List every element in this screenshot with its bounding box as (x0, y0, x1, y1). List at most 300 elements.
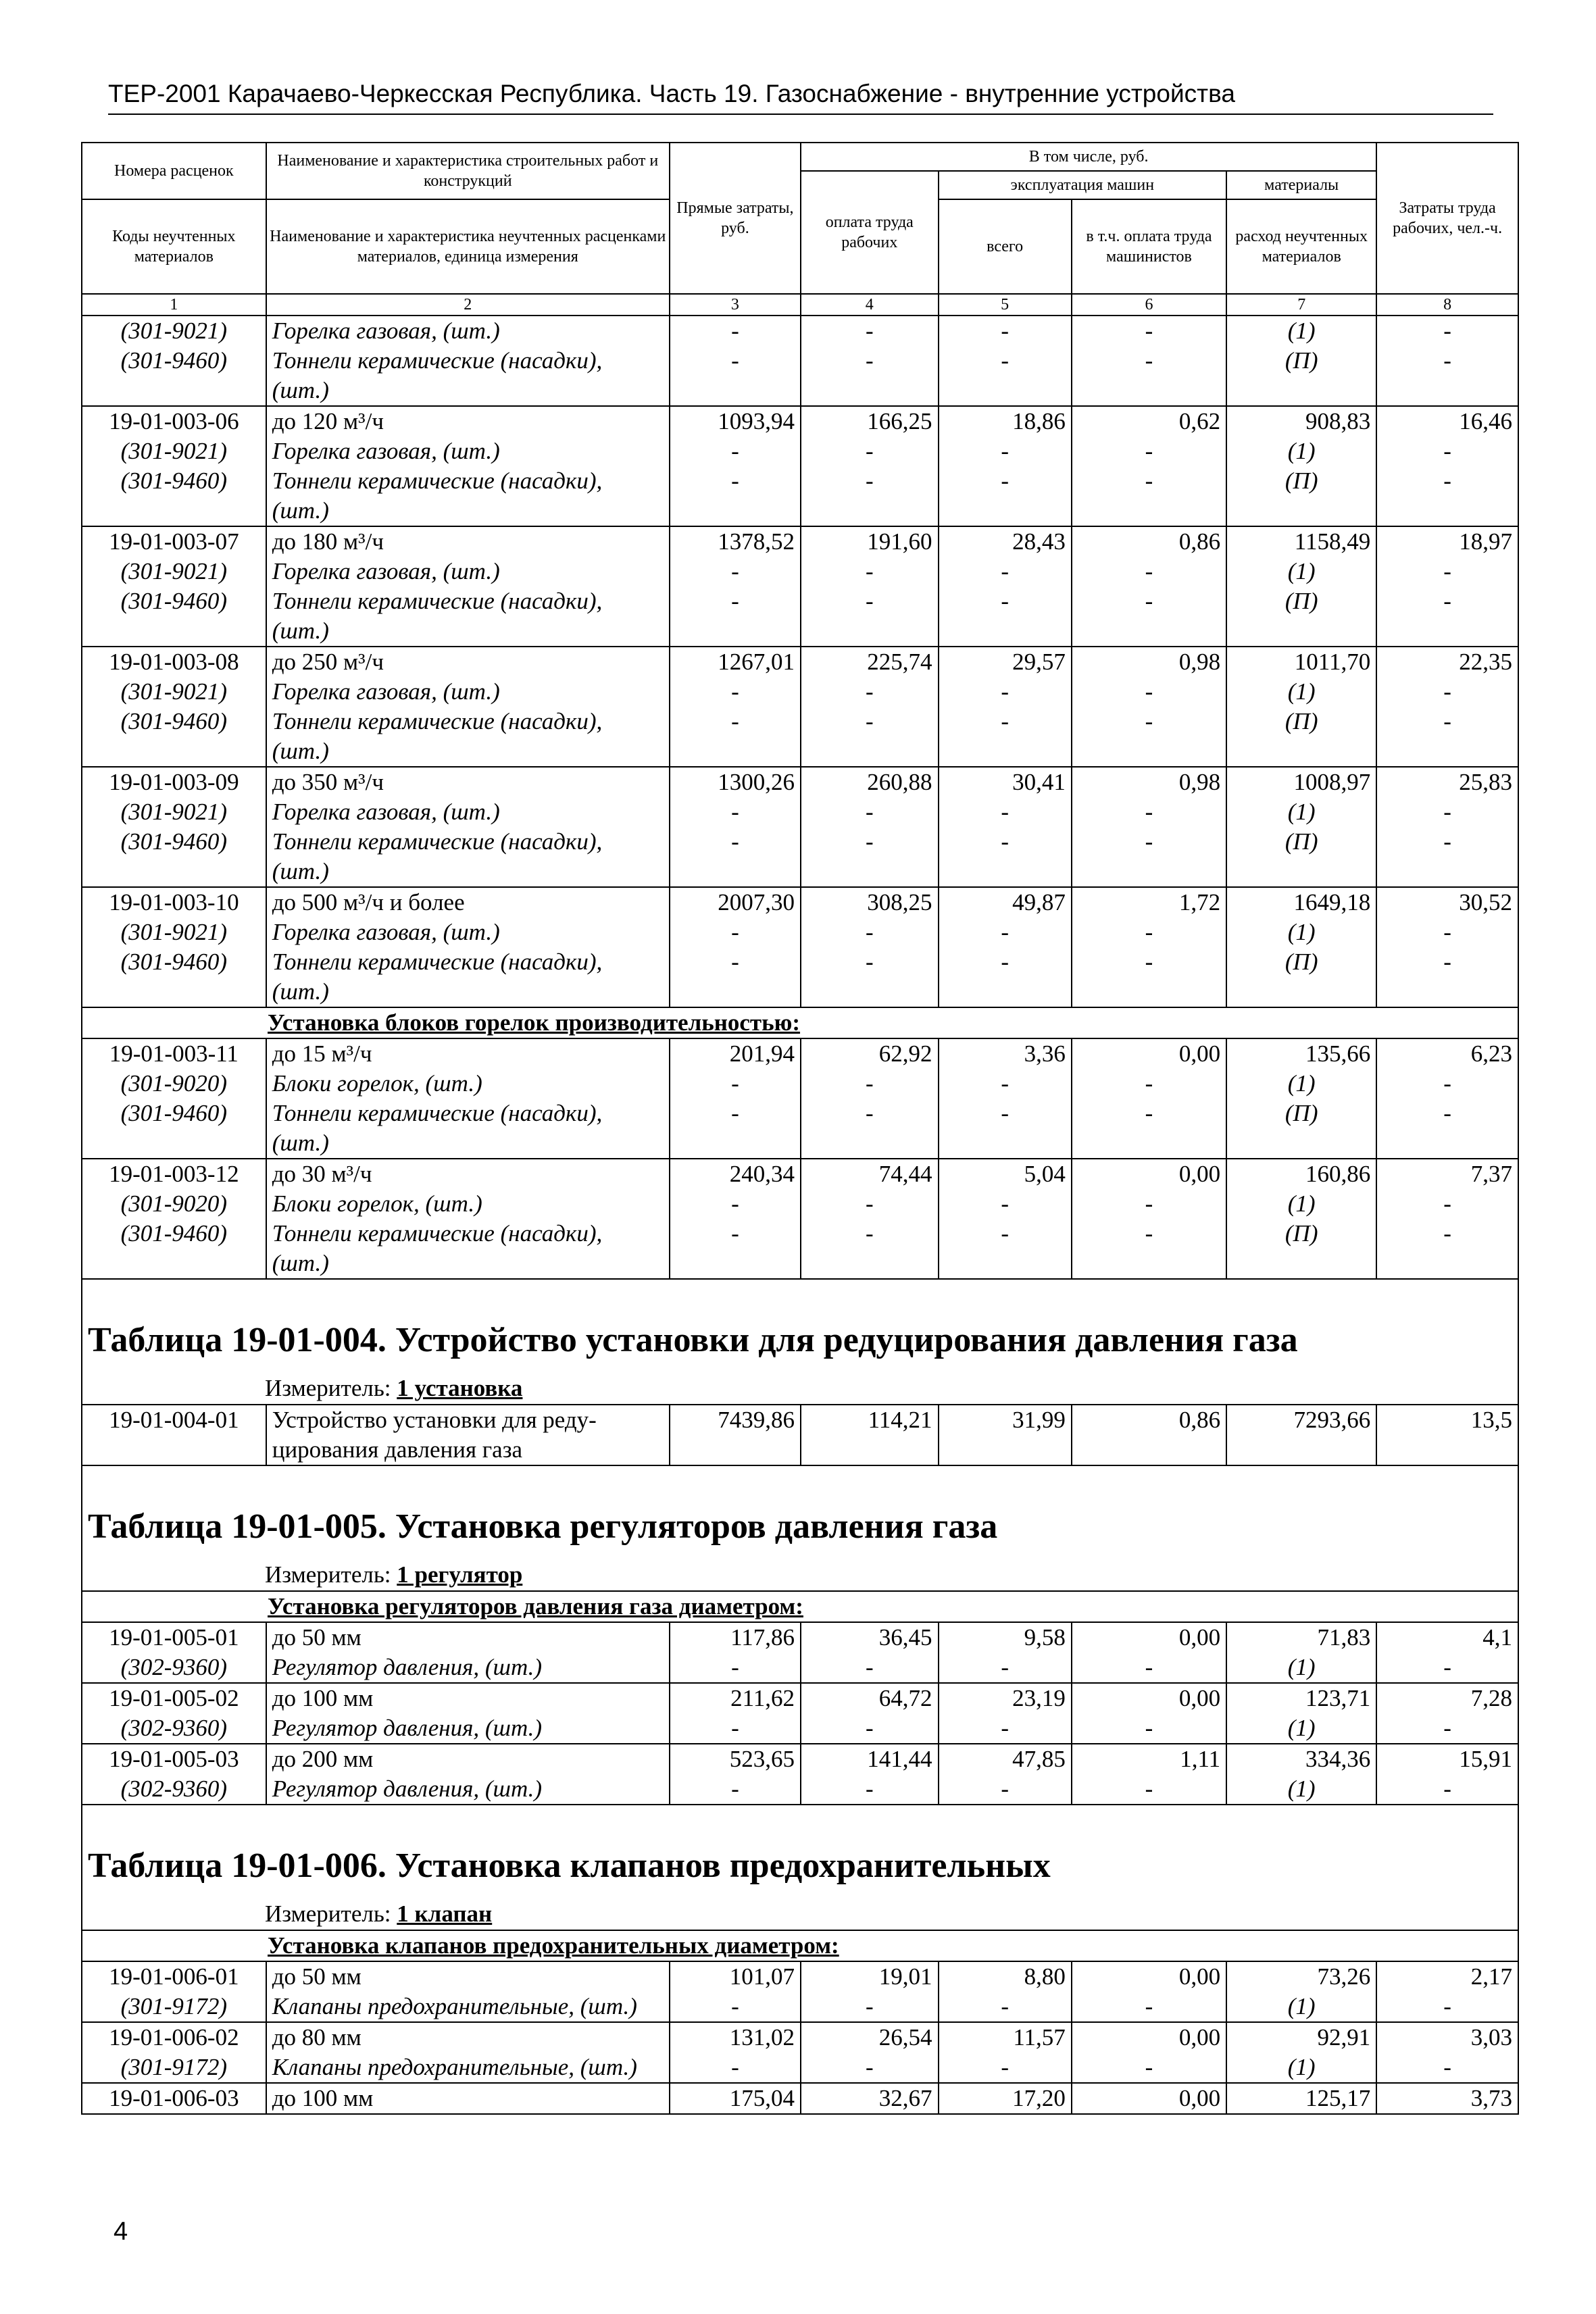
measure-label: Измеритель: (265, 1375, 397, 1401)
material-code: (301-9021) (82, 677, 266, 707)
table-title: Таблица 19-01-004. Устройство установки для редуцирования давления газа (82, 1279, 1518, 1373)
value-cell: 47,85 (939, 1744, 1072, 1774)
rate-row (82, 1961, 1518, 1992)
value-cell: 8,80 (939, 1961, 1072, 1992)
value-cell: 166,25 (801, 406, 939, 436)
value-cell: 0,98 (1072, 647, 1226, 677)
rate-name: до 180 м³/ч (266, 526, 670, 557)
value-cell: - (801, 346, 939, 406)
material-code: (302-9360) (82, 1653, 266, 1683)
rate-code: 19-01-004-01 (82, 1405, 266, 1465)
rate-row (82, 526, 1518, 557)
material-row (82, 346, 1518, 406)
value-cell: - (1376, 586, 1518, 647)
value-cell: 191,60 (801, 526, 939, 557)
value-cell: (1) (1226, 436, 1376, 466)
value-cell: - (1072, 1713, 1226, 1744)
material-row (82, 1219, 1518, 1279)
header-labor-pay: оплата труда рабочих (801, 171, 939, 294)
value-cell: - (939, 436, 1072, 466)
rate-code: 19-01-005-02 (82, 1683, 266, 1713)
value-cell: 131,02 (670, 2022, 801, 2053)
value-cell: - (801, 797, 939, 827)
value-cell: 30,41 (939, 767, 1072, 797)
value-cell: (1) (1226, 1653, 1376, 1683)
material-code: (301-9460) (82, 1219, 266, 1279)
rate-name: до 80 мм (266, 2022, 670, 2053)
material-code: (302-9360) (82, 1713, 266, 1744)
value-cell: - (801, 1189, 939, 1219)
value-cell: - (670, 947, 801, 1007)
value-cell: 1378,52 (670, 526, 801, 557)
material-code: (301-9021) (82, 316, 266, 346)
value-cell: - (1376, 466, 1518, 526)
header-machine-operation: эксплуатация машин (939, 171, 1227, 199)
rate-name: до 500 м³/ч и более (266, 887, 670, 917)
material-name: Горелка газовая, (шт.) (266, 917, 670, 947)
value-cell: - (1072, 677, 1226, 707)
value-cell: 1,72 (1072, 887, 1226, 917)
value-cell: 25,83 (1376, 767, 1518, 797)
value-cell: 71,83 (1226, 1622, 1376, 1653)
measure-row (82, 1373, 1518, 1405)
value-cell: - (801, 1713, 939, 1744)
value-cell: - (939, 917, 1072, 947)
rate-row (82, 1622, 1518, 1653)
value-cell: 160,86 (1226, 1159, 1376, 1189)
value-cell: - (801, 436, 939, 466)
value-cell: 74,44 (801, 1159, 939, 1189)
material-code: (301-9021) (82, 436, 266, 466)
column-number-row (82, 294, 1518, 316)
value-cell: - (1072, 1774, 1226, 1805)
value-cell: - (670, 917, 801, 947)
value-cell: 101,07 (670, 1961, 801, 1992)
value-cell: - (1072, 316, 1226, 346)
group-heading-row (82, 1930, 1518, 1961)
value-cell: 19,01 (801, 1961, 939, 1992)
material-name: Тоннели керамические (насадки), (шт.) (266, 1099, 670, 1159)
value-cell: - (1072, 586, 1226, 647)
value-cell: (1) (1226, 677, 1376, 707)
value-cell: 28,43 (939, 526, 1072, 557)
material-name: Горелка газовая, (шт.) (266, 436, 670, 466)
material-row (82, 707, 1518, 767)
value-cell: (1) (1226, 1069, 1376, 1099)
value-cell: - (670, 827, 801, 887)
value-cell: - (939, 1069, 1072, 1099)
value-cell: 0,00 (1072, 1622, 1226, 1653)
value-cell: - (670, 1069, 801, 1099)
material-row (82, 1713, 1518, 1744)
header-direct-costs: Прямые затраты, руб. (670, 143, 801, 294)
value-cell: - (1072, 947, 1226, 1007)
value-cell: (1) (1226, 2053, 1376, 2083)
value-cell: 0,86 (1072, 526, 1226, 557)
group-heading: Установка блоков горелок производительностью: (82, 1007, 1518, 1038)
value-cell: - (670, 1219, 801, 1279)
value-cell: - (1072, 1099, 1226, 1159)
value-cell: - (939, 797, 1072, 827)
value-cell: 1158,49 (1226, 526, 1376, 557)
value-cell: (П) (1226, 827, 1376, 887)
value-cell: (П) (1226, 707, 1376, 767)
rate-name: до 100 мм (266, 1683, 670, 1713)
value-cell: - (801, 466, 939, 526)
material-code: (301-9460) (82, 466, 266, 526)
group-heading: Установка регуляторов давления газа диаметром: (82, 1591, 1518, 1622)
column-number: 5 (939, 294, 1072, 316)
header-labor-cost: Затраты труда рабочих, чел.-ч. (1376, 143, 1518, 294)
value-cell: - (670, 797, 801, 827)
value-cell: - (1376, 2053, 1518, 2083)
material-row (82, 1653, 1518, 1683)
table-title-row (82, 1805, 1518, 1898)
measure-row (82, 1898, 1518, 1930)
value-cell: - (1376, 316, 1518, 346)
column-number: 6 (1072, 294, 1226, 316)
value-cell: (1) (1226, 917, 1376, 947)
value-cell: - (670, 1992, 801, 2022)
value-cell: - (1376, 827, 1518, 887)
value-cell: (1) (1226, 316, 1376, 346)
value-cell: 73,26 (1226, 1961, 1376, 1992)
rate-name: до 50 мм (266, 1622, 670, 1653)
material-row (82, 436, 1518, 466)
material-row (82, 316, 1518, 346)
rate-code: 19-01-006-01 (82, 1961, 266, 1992)
rate-name: до 50 мм (266, 1961, 670, 1992)
rate-row (82, 2022, 1518, 2053)
value-cell: 49,87 (939, 887, 1072, 917)
material-name: Тоннели керамические (насадки), (шт.) (266, 586, 670, 647)
value-cell: 5,04 (939, 1159, 1072, 1189)
value-cell: - (801, 677, 939, 707)
value-cell: - (801, 917, 939, 947)
value-cell: - (1376, 557, 1518, 586)
material-name: Горелка газовая, (шт.) (266, 797, 670, 827)
value-cell: - (1376, 1189, 1518, 1219)
rate-code: 19-01-005-01 (82, 1622, 266, 1653)
value-cell: - (1376, 1653, 1518, 1683)
column-number: 2 (266, 294, 670, 316)
measure-value: 1 регулятор (397, 1561, 523, 1588)
value-cell: - (1072, 436, 1226, 466)
value-cell: - (801, 1099, 939, 1159)
value-cell: (П) (1226, 466, 1376, 526)
value-cell: - (670, 557, 801, 586)
value-cell: 15,91 (1376, 1744, 1518, 1774)
value-cell: - (801, 1992, 939, 2022)
value-cell: - (801, 316, 939, 346)
value-cell: - (1376, 1713, 1518, 1744)
value-cell: 141,44 (801, 1744, 939, 1774)
material-row (82, 1069, 1518, 1099)
value-cell: - (670, 586, 801, 647)
material-name: Тоннели керамические (насадки), (шт.) (266, 707, 670, 767)
value-cell: - (1072, 1189, 1226, 1219)
value-cell: 0,98 (1072, 767, 1226, 797)
value-cell: 1008,97 (1226, 767, 1376, 797)
material-code: (301-9460) (82, 707, 266, 767)
value-cell: 334,36 (1226, 1744, 1376, 1774)
value-cell: - (939, 707, 1072, 767)
value-cell: (П) (1226, 586, 1376, 647)
rate-row (82, 1405, 1518, 1465)
rate-code: 19-01-003-12 (82, 1159, 266, 1189)
value-cell: 211,62 (670, 1683, 801, 1713)
value-cell: - (670, 1653, 801, 1683)
rate-code: 19-01-006-02 (82, 2022, 266, 2053)
column-number: 3 (670, 294, 801, 316)
value-cell: 13,5 (1376, 1405, 1518, 1465)
value-cell: - (670, 677, 801, 707)
value-cell: 135,66 (1226, 1038, 1376, 1069)
material-row (82, 677, 1518, 707)
value-cell: 1267,01 (670, 647, 801, 677)
value-cell: 175,04 (670, 2083, 801, 2114)
value-cell: 64,72 (801, 1683, 939, 1713)
material-row (82, 947, 1518, 1007)
value-cell: - (1072, 707, 1226, 767)
rate-row (82, 1683, 1518, 1713)
value-cell: - (801, 1774, 939, 1805)
value-cell: 117,86 (670, 1622, 801, 1653)
measure-row (82, 1559, 1518, 1591)
value-cell: 908,83 (1226, 406, 1376, 436)
value-cell: 0,00 (1072, 2022, 1226, 2053)
value-cell: - (801, 586, 939, 647)
table-title-row (82, 1465, 1518, 1559)
value-cell: - (939, 1219, 1072, 1279)
value-cell: - (939, 316, 1072, 346)
value-cell: 17,20 (939, 2083, 1072, 2114)
value-cell: (1) (1226, 1774, 1376, 1805)
header-material-usage: расход неучтенных материалов (1226, 199, 1376, 294)
value-cell: (П) (1226, 346, 1376, 406)
header-material-codes: Коды неучтенных материалов (82, 199, 266, 294)
value-cell: 36,45 (801, 1622, 939, 1653)
value-cell: (1) (1226, 1992, 1376, 2022)
material-name: Блоки горелок, (шт.) (266, 1189, 670, 1219)
value-cell: - (670, 2053, 801, 2083)
rate-code: 19-01-006-03 (82, 2083, 266, 2114)
value-cell: - (1072, 797, 1226, 827)
value-cell: - (801, 1219, 939, 1279)
value-cell: 22,35 (1376, 647, 1518, 677)
rate-row (82, 887, 1518, 917)
value-cell: 523,65 (670, 1744, 801, 1774)
rate-code: 19-01-003-11 (82, 1038, 266, 1069)
measure-label: Измеритель: (265, 1901, 397, 1927)
value-cell: - (1376, 436, 1518, 466)
measure-value: 1 клапан (397, 1901, 493, 1927)
value-cell: 7,28 (1376, 1683, 1518, 1713)
value-cell: 1,11 (1072, 1744, 1226, 1774)
material-name: Тоннели керамические (насадки), (шт.) (266, 947, 670, 1007)
material-name: Клапаны предохранительные, (шт.) (266, 1992, 670, 2022)
material-name: Горелка газовая, (шт.) (266, 557, 670, 586)
value-cell: 32,67 (801, 2083, 939, 2114)
value-cell: 30,52 (1376, 887, 1518, 917)
value-cell: - (1072, 346, 1226, 406)
material-name: Блоки горелок, (шт.) (266, 1069, 670, 1099)
value-cell: (П) (1226, 1099, 1376, 1159)
value-cell: 16,46 (1376, 406, 1518, 436)
material-code: (301-9460) (82, 947, 266, 1007)
value-cell: - (1072, 1069, 1226, 1099)
value-cell: - (670, 1099, 801, 1159)
rate-name: до 250 м³/ч (266, 647, 670, 677)
value-cell: - (670, 1189, 801, 1219)
value-cell: - (801, 827, 939, 887)
material-row (82, 1099, 1518, 1159)
measure-unit (82, 1373, 1518, 1405)
column-number: 4 (801, 294, 939, 316)
value-cell: - (1376, 917, 1518, 947)
value-cell: 7293,66 (1226, 1405, 1376, 1465)
rate-row (82, 1159, 1518, 1189)
value-cell: - (1376, 1774, 1518, 1805)
material-name: Тоннели керамические (насадки), (шт.) (266, 466, 670, 526)
value-cell: 2007,30 (670, 887, 801, 917)
material-row (82, 1992, 1518, 2022)
material-code: (301-9021) (82, 917, 266, 947)
material-code: (302-9360) (82, 1774, 266, 1805)
value-cell: 62,92 (801, 1038, 939, 1069)
running-title: ТЕР-2001 Карачаево-Черкесская Республика. Часть 19. Газоснабжение - внутренние устройства (108, 80, 1493, 115)
value-cell: - (1376, 1219, 1518, 1279)
material-row (82, 917, 1518, 947)
price-table (81, 142, 1519, 2115)
value-cell: - (1376, 1069, 1518, 1099)
column-number: 8 (1376, 294, 1518, 316)
material-code: (301-9021) (82, 557, 266, 586)
material-name: Тоннели керамические (насадки), (шт.) (266, 346, 670, 406)
value-cell: - (670, 436, 801, 466)
value-cell: - (1072, 827, 1226, 887)
value-cell: - (939, 1774, 1072, 1805)
rate-code: 19-01-003-07 (82, 526, 266, 557)
value-cell: - (801, 1069, 939, 1099)
value-cell: - (801, 707, 939, 767)
value-cell: - (670, 1774, 801, 1805)
value-cell: 7439,86 (670, 1405, 801, 1465)
value-cell: 0,00 (1072, 1961, 1226, 1992)
material-row (82, 2053, 1518, 2083)
measure-unit (82, 1898, 1518, 1930)
value-cell: 3,03 (1376, 2022, 1518, 2053)
value-cell: - (939, 346, 1072, 406)
material-code: (301-9020) (82, 1069, 266, 1099)
value-cell: 0,62 (1072, 406, 1226, 436)
material-code: (301-9021) (82, 797, 266, 827)
material-code: (301-9460) (82, 827, 266, 887)
value-cell: - (939, 1653, 1072, 1683)
material-row (82, 557, 1518, 586)
value-cell: 2,17 (1376, 1961, 1518, 1992)
value-cell: (1) (1226, 1713, 1376, 1744)
header-work-name: Наименование и характеристика строительных работ и конструкций (266, 143, 670, 199)
value-cell: - (670, 346, 801, 406)
value-cell: 11,57 (939, 2022, 1072, 2053)
value-cell: - (939, 586, 1072, 647)
value-cell: 18,86 (939, 406, 1072, 436)
value-cell: 0,86 (1072, 1405, 1226, 1465)
value-cell: - (1376, 947, 1518, 1007)
value-cell: 260,88 (801, 767, 939, 797)
value-cell: (П) (1226, 947, 1376, 1007)
header-rate-numbers: Номера расценок (82, 143, 266, 199)
material-code: (301-9460) (82, 586, 266, 647)
material-row (82, 1189, 1518, 1219)
value-cell: - (801, 947, 939, 1007)
value-cell: 26,54 (801, 2022, 939, 2053)
header-machine-operator-pay: в т.ч. оплата труда машинистов (1072, 199, 1226, 294)
rate-row (82, 1744, 1518, 1774)
rate-name: до 100 мм (266, 2083, 670, 2114)
value-cell: 0,00 (1072, 1159, 1226, 1189)
value-cell: - (801, 1653, 939, 1683)
value-cell: 0,00 (1072, 1038, 1226, 1069)
value-cell: 1300,26 (670, 767, 801, 797)
group-heading-row (82, 1007, 1518, 1038)
value-cell: - (1376, 677, 1518, 707)
value-cell: - (939, 1713, 1072, 1744)
rate-row (82, 767, 1518, 797)
value-cell: - (1072, 557, 1226, 586)
value-cell: 3,73 (1376, 2083, 1518, 2114)
rate-code: 19-01-003-10 (82, 887, 266, 917)
value-cell: - (939, 827, 1072, 887)
page-number: 4 (114, 2217, 128, 2246)
value-cell: 29,57 (939, 647, 1072, 677)
material-row (82, 586, 1518, 647)
header-material-names: Наименование и характеристика неучтенных расценками материалов, единица измерения (266, 199, 670, 294)
value-cell: - (670, 466, 801, 526)
measure-unit (82, 1559, 1518, 1591)
table-title-row (82, 1279, 1518, 1373)
material-name: Регулятор давления, (шт.) (266, 1774, 670, 1805)
measure-value: 1 установка (397, 1375, 523, 1401)
value-cell: - (670, 1713, 801, 1744)
value-cell: 31,99 (939, 1405, 1072, 1465)
table-header (82, 143, 1518, 316)
value-cell: 201,94 (670, 1038, 801, 1069)
value-cell: 3,36 (939, 1038, 1072, 1069)
material-code: (301-9172) (82, 2053, 266, 2083)
group-heading-row (82, 1591, 1518, 1622)
value-cell: 1649,18 (1226, 887, 1376, 917)
value-cell: - (939, 677, 1072, 707)
value-cell: - (801, 2053, 939, 2083)
value-cell: 18,97 (1376, 526, 1518, 557)
material-name: Горелка газовая, (шт.) (266, 677, 670, 707)
value-cell: 1011,70 (1226, 647, 1376, 677)
rate-name: до 350 м³/ч (266, 767, 670, 797)
value-cell: 308,25 (801, 887, 939, 917)
value-cell: - (1376, 797, 1518, 827)
table-body (82, 316, 1518, 2114)
value-cell: 7,37 (1376, 1159, 1518, 1189)
rate-name: до 30 м³/ч (266, 1159, 670, 1189)
value-cell: 4,1 (1376, 1622, 1518, 1653)
value-cell: - (670, 707, 801, 767)
rate-name: Устройство установки для реду-цирования давления газа (266, 1405, 670, 1465)
material-name: Регулятор давления, (шт.) (266, 1713, 670, 1744)
value-cell: (1) (1226, 557, 1376, 586)
value-cell: 0,00 (1072, 2083, 1226, 2114)
